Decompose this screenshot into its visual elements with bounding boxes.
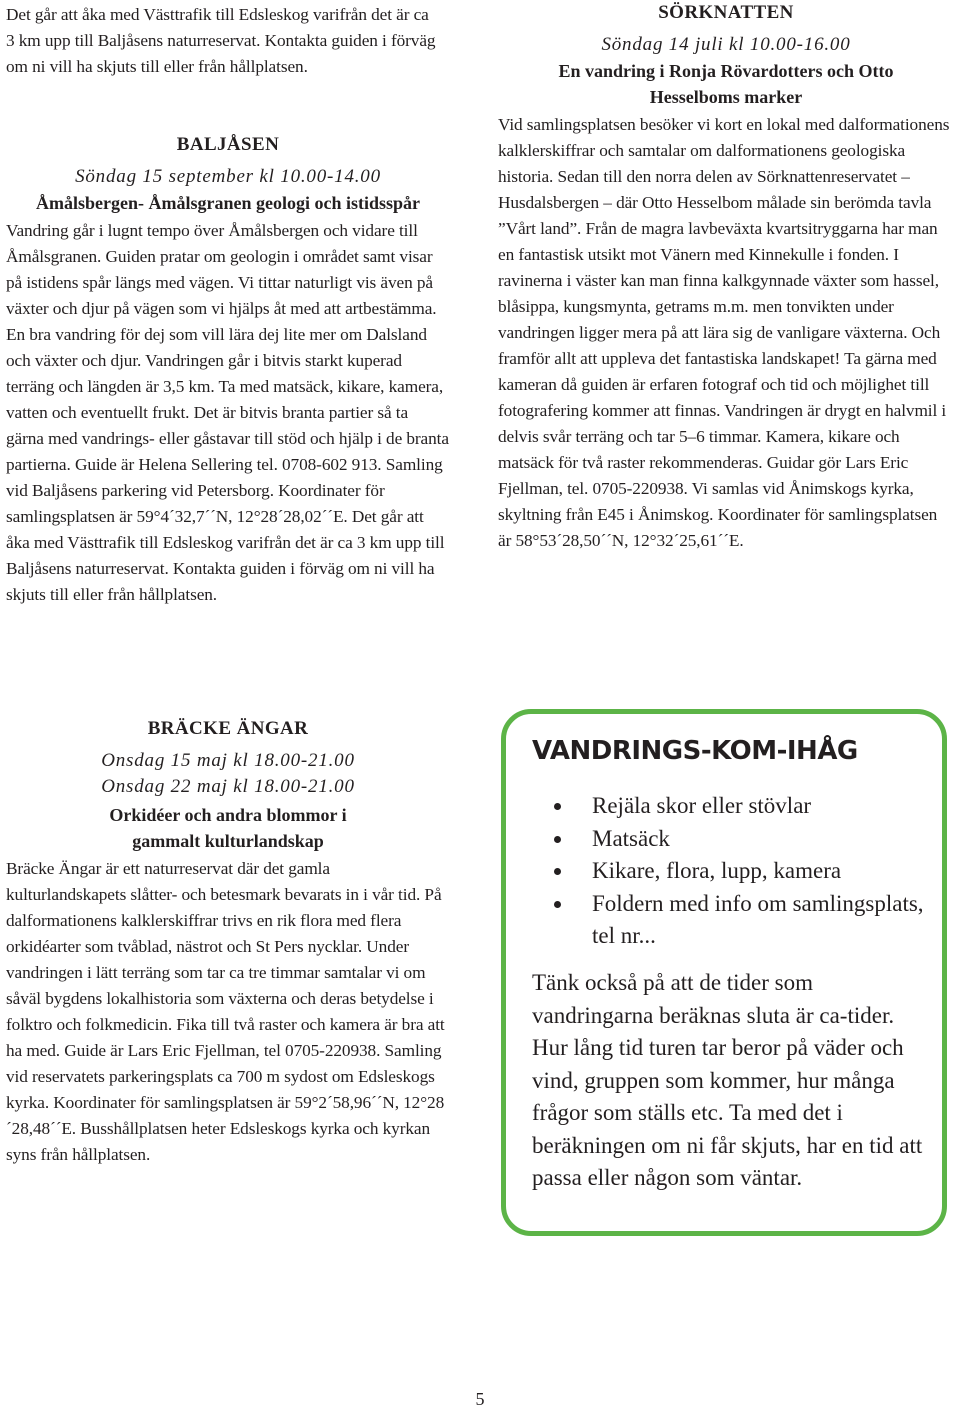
sorknatten-subtitle: En vandring i Ronja Rövardotters och Otto Hesselboms marker <box>558 61 894 107</box>
bracke-body: Bräcke Ängar är ett naturreservat där det gamla kulturlandskapets slåtter- och betesmark bevarats in i vår tid. På dalformationens kalklerskiffrar trivs en rik flora med flera orkidéarter som tvåblad, nästrot och St Pers nycklar. Under vandringen i lätt terräng som tar ca tre timmar samtalar vi om såväl bygdens lokalhistoria som växterna och deras betydelse i folktro och folkmedicin. Fika till två raster och kamera är bra att ha med. Guide är Lars Eric Fjellman, tel 0705-220938. Samling vid reservatets parkeringsplats ca 700 m sydost om Edsleskogs kyrka. Koordinater för samlingsplatsen är 59°2´58,96´´N, 12°28´28,48´´E. Busshållplatsen heter Edsleskogs kyrka och kyrkan syns från hållplatsen. <box>6 859 445 1164</box>
list-item: Matsäck <box>506 823 926 856</box>
baljasen-body: Vandring går i lugnt tempo över Åmålsbergen och vidare till Åmålsgranen. Guiden pratar om geologin i området samt visar på istidens spår längs med vägen. Vi tittar naturligt vis även på växter och djur på vägen som vi hjälps åt med att artbestämma. En bra vandring för dej som vill lära dej lite mer om Dalsland och växter och djur. Vandringen går i bitvis starkt kuperad terräng och längden är 3,5 km. Ta med matsäck, kikare, kamera, vatten och eventuellt frukt. Det är bitvis branta partier så ta gärna med vandrings- eller gåstavar till stöd och hjälp i de branta partierna. Guide är Helena Sellering tel. 0708-602 913. Samling vid Baljåsens parkering vid Petersborg. Koordinater för samlingsplatsen är 59°4´32,7´´N, 12°28´28,02´´E. Det går att åka med Västtrafik till Edsleskog varifrån det är ca 3 km upp till Baljåsens naturreservat. Kontakta guiden i förväg om ni vill ha skjuts till eller från hållplatsen. <box>6 221 449 604</box>
bracke-date-2: Onsdag 22 maj kl 18.00-21.00 <box>101 776 355 797</box>
baljasen-section <box>6 134 450 608</box>
left-intro-section <box>6 2 450 80</box>
sorknatten-date: Söndag 14 juli kl 10.00-16.00 <box>601 34 851 55</box>
sorknatten-heading: SÖRKNATTEN <box>658 2 794 23</box>
reminder-list <box>506 790 926 953</box>
bullet-icon <box>554 901 561 908</box>
bullet-icon <box>554 836 561 843</box>
baljasen-subtitle: Åmålsbergen- Åmålsgranen geologi och istidsspår <box>36 193 420 213</box>
sorknatten-body: Vid samlingsplatsen besöker vi kort en lokal med dalformationens kalklerskiffrar och samtalar om dalformationens geologiska historia. Sedan till den norra delen av Sörknattenreservatet – Husdalsbergen – där Otto Hesselbom målade sin berömda tavla ”Vårt land”. Från de magra lavbeväxta kvartsitryggarna har man en fantastisk utsikt mot Vänern med Kinnekulle i fonden. I ravinerna i väster kan man finna kalkgynnade växter som hassel, blåsippa, kungsmynta, getrams m.m. men tonvikten under vandringen ligger mera på att lära sig de vanligare växterna. Och framför allt att uppleva det fantastiska landskapet! Ta gärna med kameran då guiden är erfaren fotograf och tid och möjlighet till fotografering kommer att finnas. Vandringen är drygt en halvmil i delvis svår terräng och tar 5–6 timmar. Kamera, kikare och matsäck för två raster rekommenderas. Guidar gör Lars Eric Fjellman, tel. 0705-220938. Vi samlas vid Ånimskogs kyrka, skyltning från E45 i Ånimskog. Koordinater för samlingsplatsen är 58°53´28,50´´N, 12°32´25,61´´E. <box>498 115 950 550</box>
baljasen-date: Söndag 15 september kl 10.00-14.00 <box>75 166 381 187</box>
sorknatten-section <box>498 2 954 554</box>
baljasen-heading: BALJÅSEN <box>176 134 280 155</box>
bullet-icon <box>554 803 561 810</box>
reminder-title: VANDRINGS-KOM-IHÅG <box>532 736 858 766</box>
bullet-icon <box>554 868 561 875</box>
reminder-note: Tänk också på att de tider som vandringarna beräknas sluta är ca-tider. Hur lång tid turen tar beror på väder och vind, gruppen som kommer, hur många frågor som ställs etc. Ta med det i beräkningen om ni får skjuts, har en tid att passa eller någon som väntar. <box>532 970 923 1190</box>
intro-paragraph: Det går att åka med Västtrafik till Edsleskog varifrån det är ca 3 km upp till Baljåsens naturreservat. Kontakta guiden i förväg om ni vill ha skjuts till eller från hållplatsen. <box>6 5 436 76</box>
bracke-section <box>6 718 450 1168</box>
bracke-date-1: Onsdag 15 maj kl 18.00-21.00 <box>101 750 355 771</box>
bracke-subtitle: Orkidéer och andra blommor i gammalt kulturlandskap <box>109 805 347 851</box>
list-item: Foldern med info om samlingsplats, tel nr... <box>506 888 926 953</box>
list-item: Kikare, flora, lupp, kamera <box>506 855 926 888</box>
list-item: Rejäla skor eller stövlar <box>506 790 926 823</box>
reminder-box <box>501 709 947 1236</box>
bracke-heading: BRÄCKE ÄNGAR <box>147 718 309 739</box>
page-number: 5 <box>475 1389 485 1409</box>
